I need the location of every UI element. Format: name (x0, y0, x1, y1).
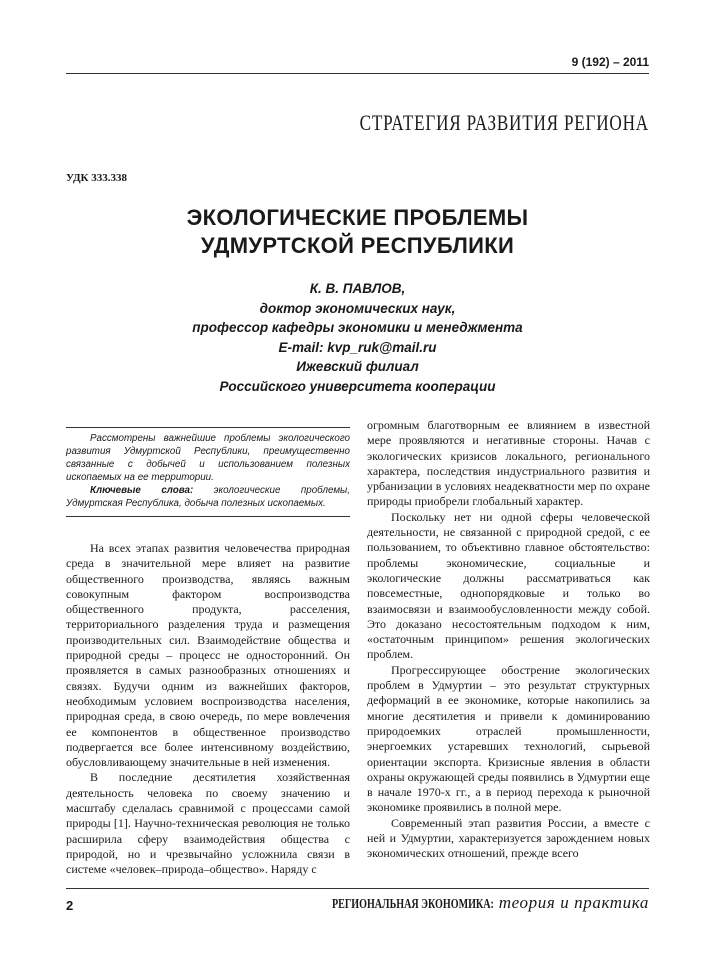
right-column (367, 418, 650, 862)
abstract (66, 427, 350, 517)
article-title (66, 204, 649, 260)
keywords-text: экологические проблемы, Удмуртская Республика, добыча полезных ископаемых. (66, 485, 350, 509)
author-affiliation-2: Российского университета кооперации (219, 378, 496, 394)
abstract-text: Рассмотрены важнейшие проблемы экологического развития Удмуртской Республики, преимущественно связанные с добычей и использованием полезных ископаемых на ее территории. (66, 433, 350, 483)
author-affiliation-1: Ижевский филиал (296, 359, 419, 374)
author-position: профессор кафедры экономики и менеджмента (192, 320, 523, 335)
left-column (66, 541, 350, 878)
footer-rule (66, 888, 649, 889)
issue-number: 9 (192) – 2011 (571, 55, 649, 69)
keywords-label: Ключевые слова: (90, 485, 194, 496)
section-title: СТРАТЕГИЯ РАЗВИТИЯ РЕГИОНА (359, 110, 649, 135)
author-name: К. В. ПАВЛОВ, (309, 281, 406, 296)
journal-subtitle: теория и практика (493, 893, 649, 912)
title-line-2: УДМУРТСКОЙ РЕСПУБЛИКИ (200, 233, 515, 258)
paragraph: Современный этап развития России, а вместе с ней и Удмуртии, характеризуется зарождением новых экономических отношений, прежде всего (367, 815, 650, 861)
keywords (66, 484, 350, 510)
page-number: 2 (66, 898, 74, 913)
author-email: E-mail: kvp_ruk@mail.ru (278, 339, 437, 355)
author-degree: доктор экономических наук, (259, 300, 456, 316)
paragraph: Прогрессирующее обострение экологических проблем в Удмуртии – это результат структурных деформаций в ее экономике, которые накопились за многие десятилетия и привели к доминированию природоемких отраслей промышленности, энергоемких устаревших технологий, сырьевой ориентации экспорта. Кризисные явления в области охраны окружающей среды появились в Удмуртии еще в начале 1970-х гг., а в период перехода к рыночной экономике проявились в полной мере. (367, 662, 650, 815)
paragraph: На всех этапах развития человечества природная среда в значительной мере влияет на развитие общественного производства, являясь важным совокупным фактором воспроизводства общественного продукта, расселения, территориального разделения труда и размещения производительных сил. Взаимодействие общества и природной среды – процесс не односторонний. Он проявляется в самых разнообразных отношениях и связях. Будучи одним из важнейших факторов, необходимым условием воспроизводства населения, природная среда, в свою очередь, по мере вовлечения ее компонентов в общественное производство подвергается все более интенсивному воздействию, обусловливающему значительные в ней изменения. (66, 541, 350, 770)
author-block (66, 279, 649, 396)
udk-code: УДК 333.338 (66, 172, 128, 184)
paragraph: Поскольку нет ни одной сферы человеческой деятельности, не связанной с природной средой, с ее пользованием, то объективно главное обстоятельство: проблемы экономические, социальные и экологические должны рассматриваться как повсеместные, однопорядковые и только во взаимосвязи и взаимообусловленности между собой. Это доказано несостоятельным подходом к ним, «остаточным принципом» решения экологических проблем. (367, 509, 650, 662)
paragraph: В последние десятилетия хозяйственная деятельность человека по своему значению и масштабу сделалась сравнимой с процессами самой природы [1]. Научно-техническая революция не только расширила сферу взаимодействия общества с природой, но и чрезвычайно усложнила связи в системе «человек–природа–общество». Наряду с (66, 770, 350, 877)
title-line-1: ЭКОЛОГИЧЕСКИЕ ПРОБЛЕМЫ (186, 205, 529, 230)
journal-title (269, 893, 649, 913)
paragraph: огромным благотворным ее влиянием в известной мере проявляются и негативные стороны. Начав с экологических кризисов локального, регионального характера, последствия индустриального развития и урбанизации в условиях неадекватности мер по охране природы приобрели глобальный характер. (367, 418, 650, 509)
journal-name: РЕГИОНАЛЬНАЯ ЭКОНОМИКА: (331, 897, 494, 912)
header-rule (66, 73, 649, 74)
